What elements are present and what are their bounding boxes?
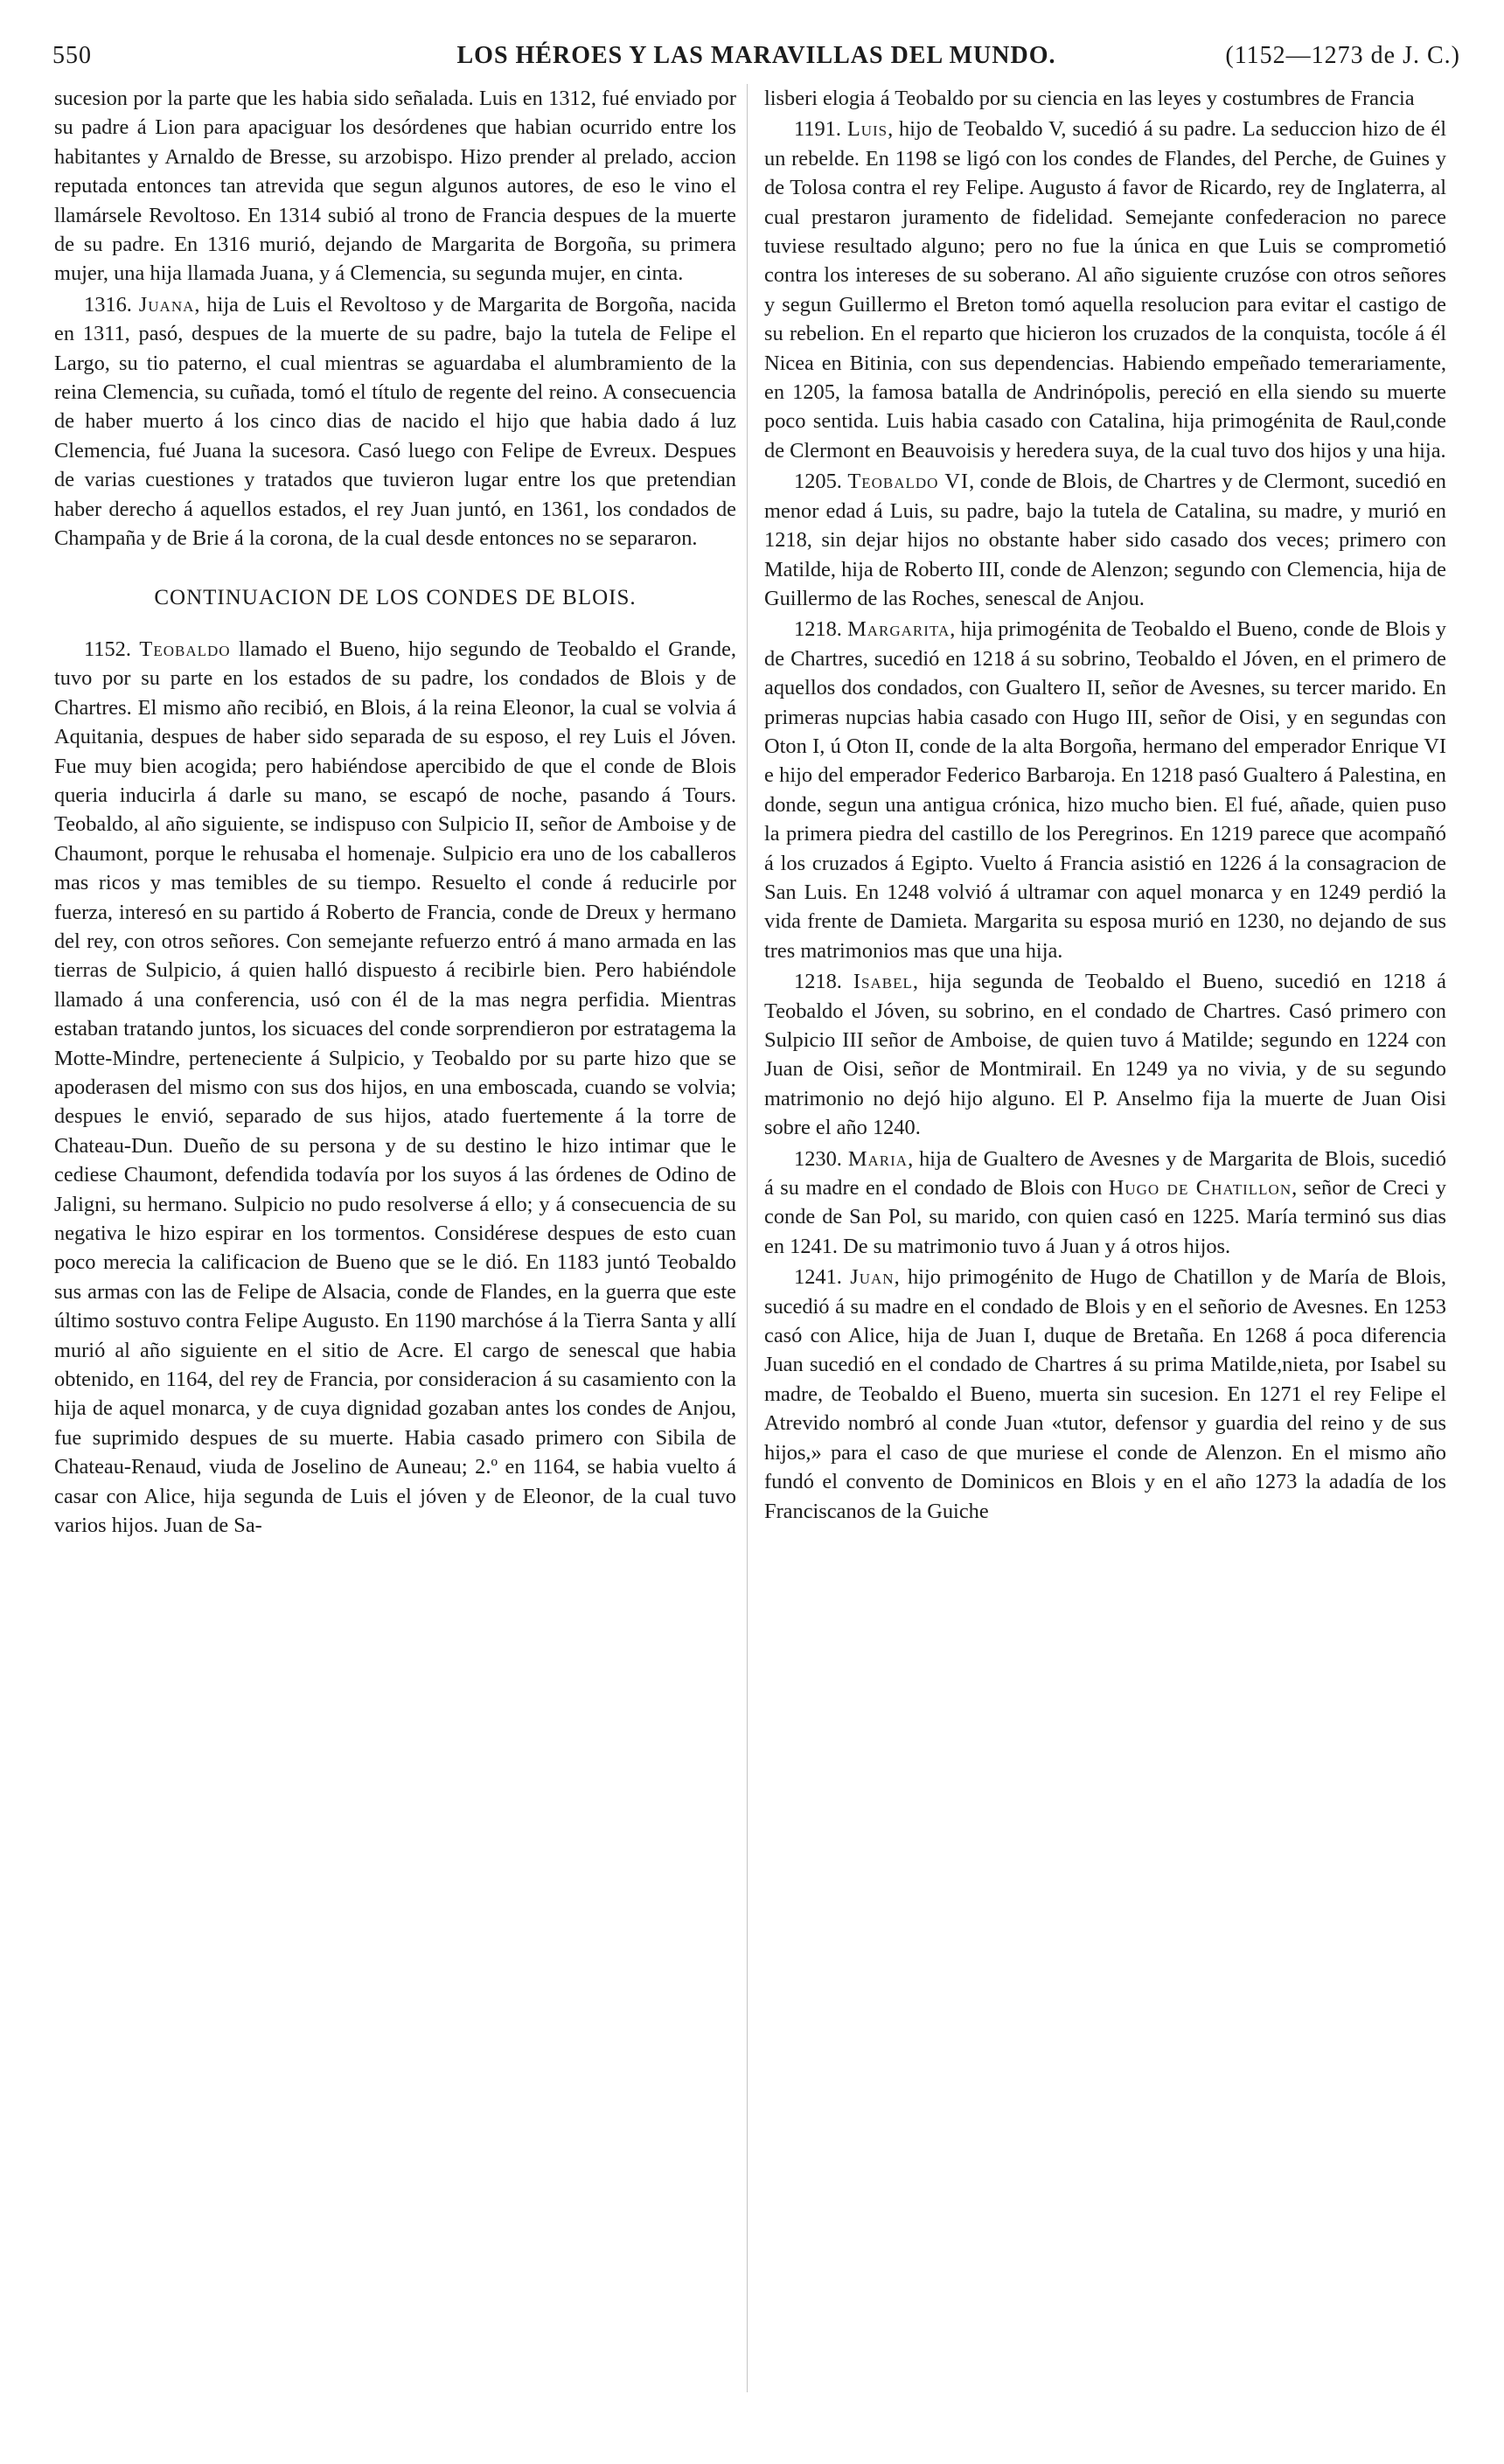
- date-range: (1152—1273 de J. C.): [1225, 42, 1460, 69]
- entry-name: Juana: [138, 292, 195, 317]
- entry-name: Teobaldo VI: [847, 470, 970, 494]
- paragraph: [764, 1145, 1446, 1262]
- running-title: LOS HÉROES Y LAS MARAVILLAS DEL MUNDO.: [456, 42, 1056, 69]
- entry-name: Maria: [847, 1146, 909, 1171]
- entry-name: Margarita: [847, 617, 950, 642]
- left-column: [54, 84, 736, 1542]
- entry-year: 1152.: [84, 637, 131, 661]
- column-divider: [747, 84, 748, 2392]
- paragraph: [54, 635, 736, 1541]
- entry-text: , señor de Creci y conde de San Pol, su marido, con quien casó en 1225. María terminó sus dias en 1241. De su matrimonio tuvo á Juan y á otros hijos.: [764, 1176, 1446, 1258]
- entry-text: , hija primogénita de Teobaldo el Bueno, conde de Blois y de Chartres, sucedió en 1218 á su sobrino, Teobaldo el Jóven, en el primero de aquellos dos condados, con Gualtero II, señor de Avesnes, su tercer marido. En primeras nupcias habia casado con Hugo III, señor de Oisi, y en segundas con Oton I, ú Oton II, conde de la alta Borgoña, hermano del emperador Enrique VI e hijo del emperador Federico Barbaroja. En 1218 pasó Gualtero á Palestina, en donde, segun una antigua crónica, hizo mucho bien. El fué, añade, quien puso la primera piedra del castillo de los Peregrinos. En 1219 parece que acompañó á los cruzados á Egipto. Vuelto á Francia asistió en 1226 á la consagracion de San Luis. En 1248 volvió á ultramar con aquel monarca y en 1249 perdió la vida frente de Damieta. Margarita su esposa murió en 1230, no dejando de sus tres matrimonios mas que una hija.: [764, 617, 1446, 963]
- paragraph: [764, 115, 1446, 465]
- entry-text: , hija segunda de Teobaldo el Bueno, sucedió en 1218 á Teobaldo el Jóven, su sobrino, en el condado de Chartres. Casó primero con Sulpicio III señor de Amboise, de quien tuvo á Matilde; segundo en 1224 con Juan de Oisi, señor de Montmirail. En 1249 ya no vivia, y de su segundo matrimonio no dejó hijo alguno. El P. Anselmo fija la muerte de Juan Oisi sobre el año 1240.: [764, 970, 1446, 1140]
- entry-year: 1218.: [794, 970, 842, 994]
- entry-year: 1205.: [794, 470, 842, 494]
- right-column: [764, 84, 1446, 1528]
- section-title: CONTINUACION DE LOS CONDES DE BLOIS.: [154, 585, 637, 609]
- entry-year: 1218.: [794, 617, 842, 642]
- entry-year: 1191.: [794, 117, 841, 142]
- paragraph: lisberi elogia á Teobaldo por su ciencia en las leyes y costumbres de Francia: [764, 87, 1415, 110]
- entry-text: , hija de Gualtero de Avesnes y de Margarita de Blois, sucedió á su madre en el condado de Blois con: [764, 1146, 1446, 1201]
- paragraph: [764, 1263, 1446, 1526]
- entry-name: Juan: [850, 1265, 895, 1290]
- entry-text: , hijo de Teobaldo V, sucedió á su padre. La seduccion hizo de él un rebelde. En 1198 se ligó con los condes de Flandes, del Perche, de Guines y de Tolosa contra el rey Felipe. Augusto á favor de Ricardo, rey de Inglaterra, al cual prestaron juramento de fidelidad. Semejante confederacion no parece tuviese resultado alguno; pero no fue la única en que Luis se comprometió contra los intereses de su soberano. Al año siguiente cruzóse con otros señores y segun Guillermo el Breton tomó aquella resolucion para evitar el castigo de su rebelion. En el reparto que hicieron los cruzados de la conquista, tocóle á él Nicea en Bitinia, con sus dependencias. Habiendo empeñado temerariamente, en 1205, la famosa batalla de Andrinópolis, pereció en ella siendo su muerte poco sentida. Luis habia casado con Catalina, hija primogénita de Raul,conde de Clermont en Beauvoisis y heredera suya, de la cual tuvo dos hijos y una hija.: [764, 117, 1446, 463]
- entry-text: llamado el Bueno, hijo segundo de Teobaldo el Grande, tuvo por su parte en los estados de su padre, los condados de Blois y de Chartres. El mismo año recibió, en Blois, á la reina Eleonor, la cual se volvia á Aquitania, despues de haber sido separada de su esposo, el rey Luis el Jóven. Fue muy bien acogida; pero habiéndose apercibido de que el conde de Blois queria inducirla á darle su mano, se escapó de noche, pasando á Tours. Teobaldo, al año siguiente, se indispuso con Sulpicio II, señor de Amboise y de Chaumont, porque le rehusaba el homenaje. Sulpicio era uno de los caballeros mas ricos y mas temibles de su tiempo. Resuelto el conde á reducirle por fuerza, interesó en su partido á Roberto de Francia, conde de Dreux y hermano del rey, con otros señores. Con semejante refuerzo entró á mano armada en las tierras de Sulpicio, á quien halló dispuesto á recibirle bien. Pero habiéndole llamado á una conferencia, usó con él de la mas negra perfidia. Mientras estaban tratando juntos, los sicuaces del conde sorprendieron por estratagema la Motte-Mindre, perteneciente á Sulpicio, y Teobaldo por su parte hizo que se apoderasen del mismo con sus dos hijos, en una emboscada, cuando se volvia; despues le envió, separado de sus hijos, atado fuertemente á la torre de Chateau-Dun. Dueño de su persona y de su destino le hizo intimar que le cediese Chaumont, defendida todavía por los suyos á las órdenes de Odino de Jaligni, su hermano. Sulpicio no pudo resolverse á ello; y á consecuencia de su negativa le hizo espirar en los tormentos. Considérese despues de esto cuan poco merecia la calificacion de Bueno que se le dió. En 1183 juntó Teobaldo sus armas con las de Felipe de Alsacia, conde de Flandes, en la guerra que este último sostuvo contra Felipe Augusto. En 1190 marchóse á la Tierra Santa y allí murió al año siguiente en el sitio de Acre. El cargo de senescal que habia obtenido, en 1164, del rey de Francia, por consideracion á su casamiento con la hija de aquel monarca, y de cuya dignidad gozaban antes los condes de Anjou, fue suprimido despues de su muerte. Habia casado primero con Sibila de Chateau-Renaud, viuda de Joselino de Auneau; 2.º en 1164, se habia vuelto á casar con Alice, hija segunda de Luis el jóven y de Eleonor, de la cual tuvo varios hijos. Juan de Sa-: [54, 637, 736, 1538]
- entry-text: , conde de Blois, de Chartres y de Clermont, sucedió en menor edad á Luis, su padre, bajo la tutela de Catalina, su madre, y murió en 1218, sin dejar hijos no obstante haber sido casado dos veces; primero con Matilde, hija de Roberto III, conde de Alenzon; segundo con Clemencia, hija de Guillermo de las Roches, senescal de Anjou.: [764, 470, 1447, 610]
- paragraph: [54, 290, 736, 553]
- page-number: 550: [52, 42, 92, 69]
- entry-year: 1241.: [794, 1265, 842, 1290]
- entry-text: , hija de Luis el Revoltoso y de Margarita de Borgoña, nacida en 1311, pasó, despues de la muerte de su padre, bajo la tutela de Felipe el Largo, su tio paterno, el cual mientras se aguardaba el alumbramiento de la reina Clemencia, su cuñada, tomó el título de regente del reino. A consecuencia de haber muerto á los cinco dias de nacido el hijo que habia dado á luz Clemencia, fué Juana la sucesora. Casó luego con Felipe de Evreux. Despues de varias cuestiones y tratados que tuvieron lugar entre los que pretendian haber derecho á aquellos estados, el rey Juan juntó, en 1361, los condados de Champaña y de Brie á la corona, de la cual desde entonces no se separaron.: [54, 292, 736, 551]
- paragraph: [764, 615, 1446, 965]
- entry-name: Teobaldo: [139, 637, 231, 661]
- page-header: [52, 42, 1460, 77]
- entry-year: 1230.: [794, 1146, 842, 1171]
- paragraph: [764, 967, 1446, 1142]
- entry-year: 1316.: [84, 292, 132, 317]
- paragraph: sucesion por la parte que les habia sido señalada. Luis en 1312, fué enviado por su padre á Lion para apaciguar los desórdenes que habian ocurrido entre los habitantes y Arnaldo de Bresse, su arzobispo. Hizo prender al prelado, accion reputada entonces tan atrevida que segun algunos autores, de eso le vino el llamársele Revoltoso. En 1314 subió al trono de Francia despues de la muerte de su padre. En 1316 murió, dejando de Margarita de Borgoña, su primera mujer, una hija llamada Juana, y á Clemencia, su segunda mujer, en cinta.: [54, 87, 736, 286]
- entry-name: Luis: [846, 117, 888, 142]
- entry-name: Hugo de Chatillon: [1108, 1176, 1292, 1201]
- paragraph: [764, 467, 1446, 613]
- entry-name: Isabel: [853, 970, 913, 994]
- entry-text: , hijo primogénito de Hugo de Chatillon y de María de Blois, sucedió á su madre en el condado de Blois y en el señorio de Avesnes. En 1253 casó con Alice, hija de Juan I, duque de Bretaña. En 1268 á poca diferencia Juan sucedió en el condado de Chartres á su prima Matilde,nieta, por Isabel su madre, de Teobaldo el Bueno, muerta sin sucesion. En 1271 el rey Felipe el Atrevido nombró al conde Juan «tutor, defensor y guardia del reino y de sus hijos,» para el caso de que muriese el conde de Alenzon. En el mismo año fundó el convento de Dominicos en Blois y en el año 1273 la adadía de los Franciscanos de la Guiche: [764, 1265, 1446, 1523]
